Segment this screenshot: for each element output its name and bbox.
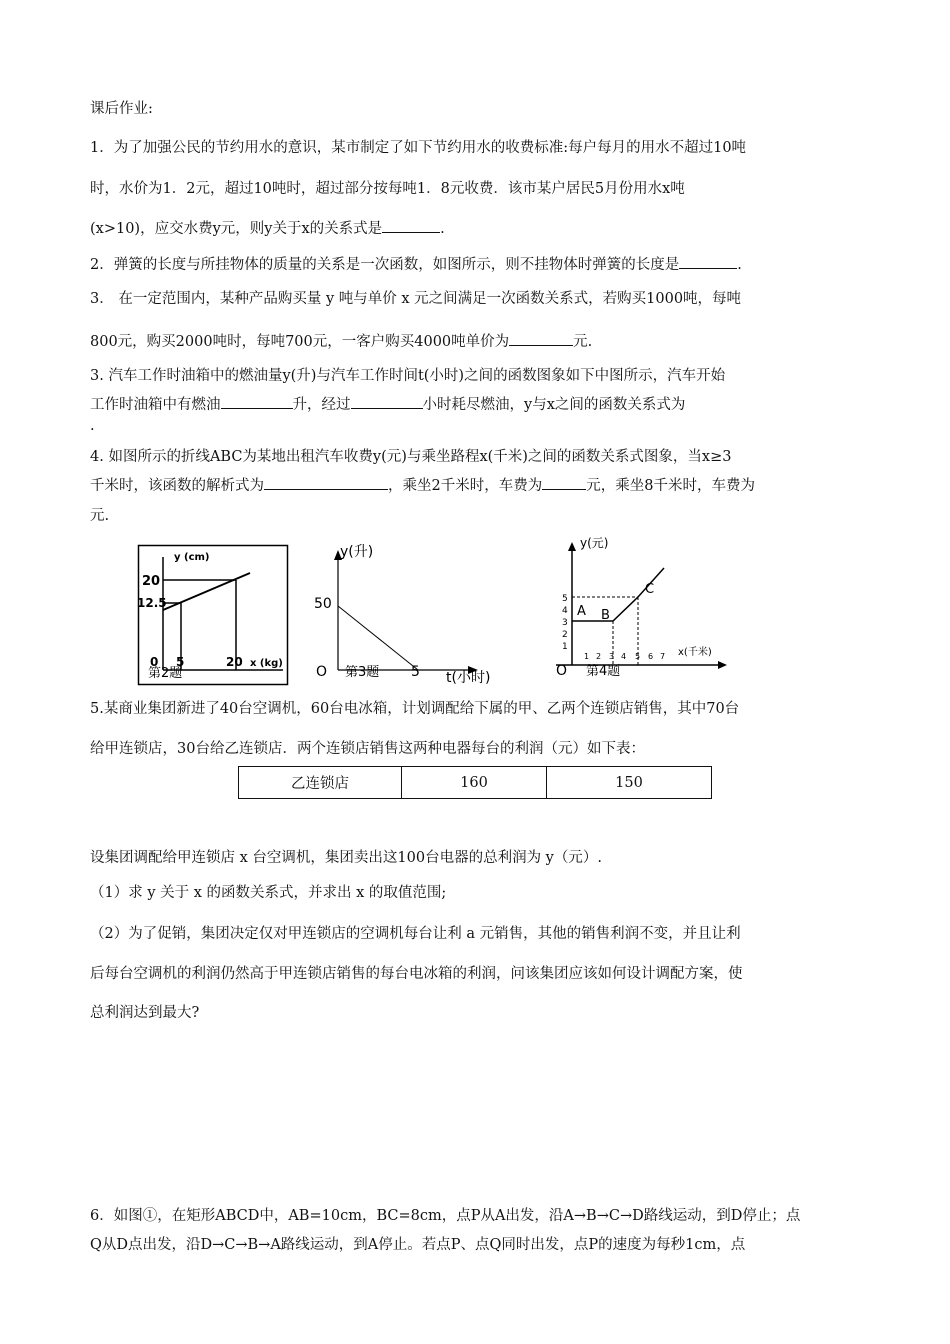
fig3-line [338, 606, 418, 670]
q5-part2-line1: （2）为了促销，集团决定仅对甲连锁店的空调机每台让利 a 元销售，其他的销售利润不变，并且让利 [90, 926, 741, 942]
q1-line2: 时，水价为1．2元，超过10吨时，超过部分按每吨1．8元收费．该市某户居民5月份用水x吨 [90, 181, 685, 197]
table-row [239, 767, 712, 799]
q5-part1: （1）求 y 关于 x 的函数关系式，并求出 x 的取值范围; [90, 885, 447, 901]
fig4-xtick-5: 5 [635, 652, 641, 661]
q1-answer-blank[interactable] [382, 218, 440, 233]
q3b-hours-blank[interactable] [351, 394, 423, 409]
q4-line2: 千米时，该函数的解析式为 ，乘坐2千米时，车费为 元，乘坐8千米时，车费为 [90, 474, 755, 495]
table-cell-store: 乙连锁店 [239, 767, 402, 799]
q2-text: 2．弹簧的长度与所挂物体的质量的关系是一次函数，如图所示，则不挂物体时弹簧的长度是 . [90, 253, 742, 274]
fig4-ytick-3: 3 [562, 618, 568, 628]
fig3-caption: 第3题 [345, 665, 380, 680]
q5-part2-line2: 后每台空调机的利润仍然高于甲连锁店销售的每台电冰箱的利润，问该集团应该如何设计调配方案，使 [90, 966, 743, 982]
homework-heading: 课后作业: [90, 101, 153, 117]
fig4-ytick-4: 4 [562, 606, 568, 616]
q6-line2: Q从D点出发，沿D→C→B→A路线运动，到A停止。若点P、点Q同时出发，点P的速度为每秒1cm，点 [90, 1237, 746, 1253]
q5-line1: 5.某商业集团新进了40台空调机，60台电冰箱，计划调配给下属的甲、乙两个连锁店销售，其中70台 [90, 701, 740, 717]
fig4-point-C: C [645, 582, 655, 597]
fig4-point-B: B [601, 608, 610, 623]
fig2-xtick-20: 20 [226, 655, 243, 669]
fig2-xtick-5: 5 [176, 655, 185, 669]
fig4-xtick-1: 1 [584, 652, 590, 661]
fig2-xtick-0: 0 [150, 655, 159, 669]
q1-line1: 1．为了加强公民的节约用水的意识，某市制定了如下节约用水的收费标准:每户每月的用水不超过10吨 [90, 140, 747, 156]
fig4-xtick-4: 4 [621, 652, 627, 661]
fig4-xtick-3: 3 [609, 652, 615, 661]
fig3-xtick-5: 5 [411, 664, 420, 680]
q4-line1: 4. 如图所示的折线ABC为某地出租汽车收费y(元)与乘坐路程x(千米)之间的函数关系式图象，当x≥3 [90, 449, 732, 465]
q4-fare-2km-blank[interactable] [542, 475, 586, 490]
q3b-line1: 3. 汽车工作时油箱中的燃油量y(升)与汽车工作时间t(小时)之间的函数图象如下中图所示，汽车开始 [90, 368, 726, 384]
fig2-ytick-12.5: 12.5 [137, 596, 167, 610]
fig4-point-A: A [577, 604, 586, 619]
fig4-xtick-2: 2 [596, 652, 602, 661]
q4-line3: 元. [90, 508, 110, 524]
fig4-ytick-2: 2 [562, 630, 568, 640]
fig3-origin: O [316, 664, 328, 680]
q3a-answer-blank[interactable] [509, 331, 573, 346]
q3a-line1: 3． 在一定范围内，某种产品购买量 y 吨与单价 x 元之间满足一次函数关系式，若购买1000吨，每吨 [90, 291, 742, 307]
q5-part2-line3: 总利润达到最大? [90, 1005, 200, 1021]
q5-line3: 设集团调配给甲连锁店 x 台空调机，集团卖出这100台电器的总利润为 y（元）. [90, 850, 602, 866]
q3b-line3: . [90, 418, 95, 434]
fig2-xlabel: x (kg) [250, 658, 283, 669]
q3b-line2: 工作时油箱中有燃油 升，经过 小时耗尽燃油，y与x之间的函数关系式为 [90, 393, 685, 414]
fig3-ytick-50: 50 [314, 596, 332, 612]
q3a-line2: 800元，购买2000吨时，每吨700元，一客户购买4000吨单价为 元. [90, 330, 592, 351]
fig2-ytick-20: 20 [142, 574, 161, 589]
fig4-caption: 第4题 [586, 664, 621, 679]
fig3-ylabel: y(升) [340, 544, 374, 560]
fig4-xtick-6: 6 [648, 652, 654, 661]
table-cell-ac-profit: 160 [402, 767, 547, 799]
fig4-xlabel: x(千米) [678, 647, 712, 658]
fig2-caption: 第2题 [148, 666, 183, 681]
table-cell-fridge-profit: 150 [547, 767, 712, 799]
fig2-spring-graph [138, 545, 288, 685]
q4-formula-blank[interactable] [264, 475, 388, 490]
fig3-fuel-graph [298, 540, 491, 686]
fig4-ytick-5: 5 [562, 594, 568, 604]
fig4-ylabel: y(元) [580, 536, 609, 550]
fig4-xtick-7: 7 [660, 652, 666, 661]
fig4-x-arrow [718, 661, 727, 669]
fig2-line [163, 573, 250, 610]
fig4-ytick-1: 1 [562, 642, 568, 652]
fig4-y-arrow [568, 542, 576, 551]
fig4-taxi-graph [550, 537, 730, 682]
q5-line2: 给甲连锁店，30台给乙连锁店．两个连锁店销售这两种电器每台的利润（元）如下表： [90, 741, 645, 757]
q2-answer-blank[interactable] [679, 254, 737, 269]
fig2-ylabel: y (cm) [174, 552, 210, 563]
fig3-xlabel: t(小时) [446, 670, 491, 686]
q6-line1: 6．如图①，在矩形ABCD中，AB=10cm，BC=8cm，点P从A出发，沿A→B→C→D路线运动，到D停止；点 [90, 1208, 801, 1224]
fig4-origin: O [556, 663, 568, 679]
q3b-fuel-blank[interactable] [221, 394, 293, 409]
q1-line3: (x>10)，应交水费y元，则y关于x的关系式是 . [90, 217, 445, 238]
profit-table [238, 766, 712, 799]
